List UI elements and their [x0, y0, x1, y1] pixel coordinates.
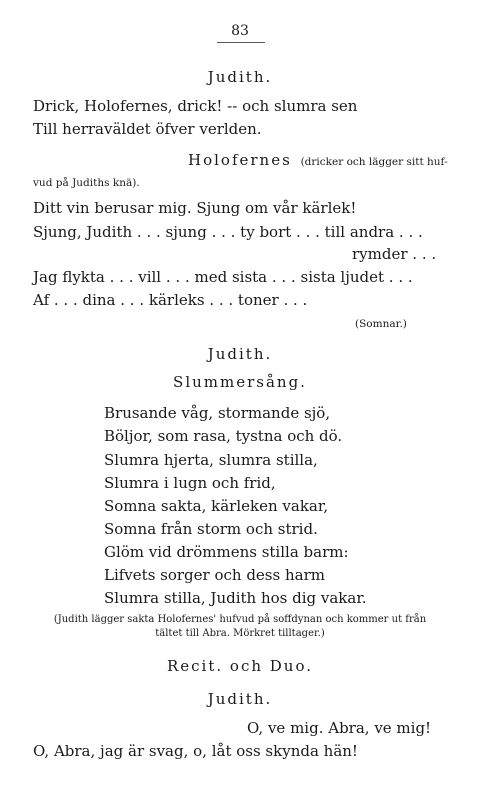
song-line: Lifvets sorger och dess harm: [104, 566, 325, 584]
text-line: O, Abra, jag är svag, o, låt oss skynda hän!: [33, 742, 358, 760]
text-line: rymder . . .: [352, 245, 437, 263]
song-line: Slumra stilla, Judith hos dig vakar.: [104, 589, 367, 607]
stage-direction: vud på Judiths knä).: [33, 177, 140, 189]
text-line: Ditt vin berusar mig. Sjung om vår kärlek!: [33, 199, 357, 217]
song-title: Slummersång.: [173, 373, 307, 391]
speaker-holofernes: [188, 151, 448, 169]
song-line: Brusande våg, stormande sjö,: [104, 404, 331, 422]
song-line: Glöm vid drömmens stilla barm:: [104, 543, 349, 561]
text-line: Jag flykta . . . vill . . . med sista . . . sista ljudet . . .: [33, 268, 413, 286]
speaker-name: Holofernes: [188, 151, 292, 169]
stage-direction: tältet till Abra. Mörkret tilltager.): [155, 628, 325, 639]
stage-direction: (dricker och lägger sitt huf-: [300, 156, 448, 168]
song-line: Slumra hjerta, slumra stilla,: [104, 451, 318, 469]
song-line: Böljor, som rasa, tystna och dö.: [104, 427, 343, 445]
text-line: O, ve mig. Abra, ve mig!: [247, 719, 432, 737]
text-line: Af . . . dina . . . kärleks . . . toner . . .: [33, 291, 308, 309]
text-line: Sjung, Judith . . . sjung . . . ty bort . . . till andra . . .: [33, 223, 423, 241]
speaker-judith: Judith.: [207, 68, 273, 86]
song-line: Slumra i lugn och frid,: [104, 474, 276, 492]
stage-direction: (Judith lägger sakta Holofernes' hufvud på soffdynan och kommer ut från: [53, 614, 427, 625]
text-line: Till herraväldet öfver verlden.: [33, 120, 262, 138]
header-rule: [217, 42, 265, 43]
song-line: Somna från storm och strid.: [104, 520, 318, 538]
text-line: Drick, Holofernes, drick! -- och slumra sen: [33, 97, 358, 115]
page-number: 83: [231, 23, 249, 39]
speaker-judith: Judith.: [207, 690, 273, 708]
section-heading: Recit. och Duo.: [166, 657, 313, 675]
speaker-judith: Judith.: [207, 345, 273, 363]
song-line: Somna sakta, kärleken vakar,: [104, 497, 329, 515]
stage-direction: (Somnar.): [355, 318, 407, 330]
